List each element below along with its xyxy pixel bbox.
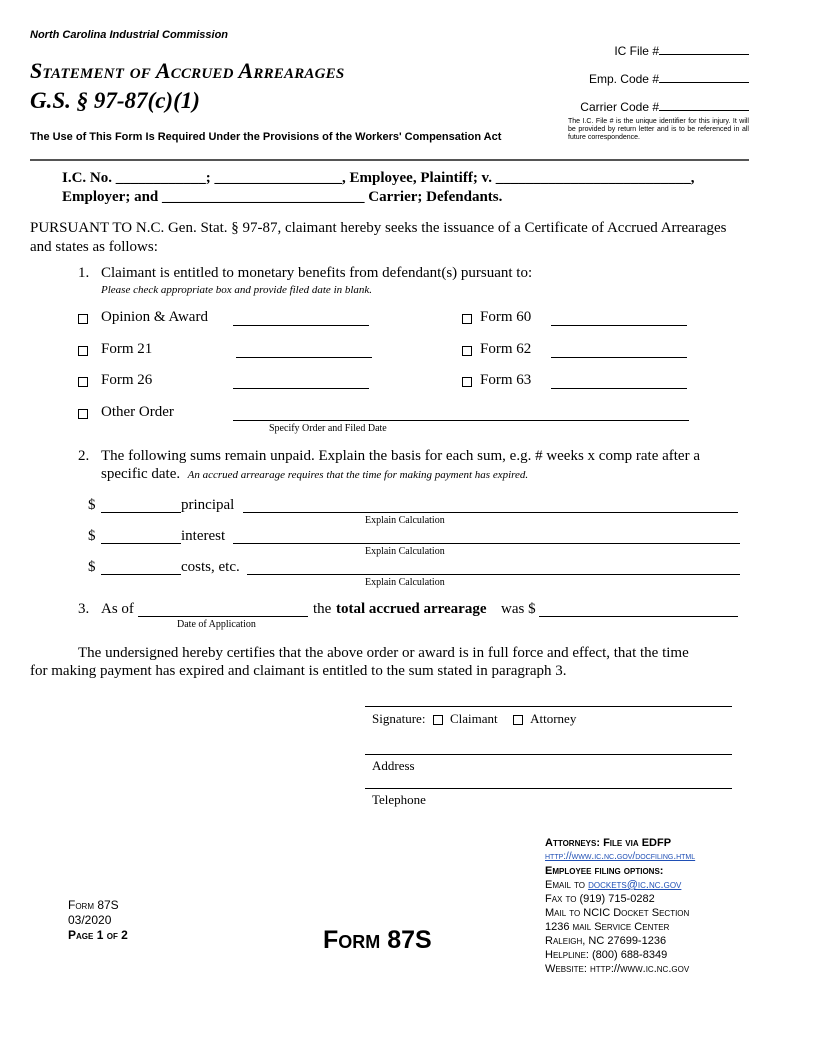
principal-label: principal: [181, 497, 235, 513]
costs-dollar: $: [88, 559, 96, 575]
signature-row: [372, 711, 576, 727]
case-caption-line2: Employer; and ___________________________ Carrier; Defendants.: [62, 189, 503, 205]
item2-text-line2: [101, 466, 528, 483]
website-row: Website: http://www.ic.nc.gov: [545, 963, 690, 975]
carrier-code-blank[interactable]: [659, 99, 749, 111]
form-title: Statement of Accrued Arrearages: [30, 58, 345, 83]
form63-date-line[interactable]: [551, 388, 687, 389]
costs-label: costs, etc.: [181, 559, 240, 575]
footer-revision-date: 03/2020: [68, 913, 112, 927]
emp-code-blank[interactable]: [659, 71, 749, 83]
form21-checkbox[interactable]: [78, 346, 88, 356]
mail-service-row: 1236 mail Service Center: [545, 921, 670, 933]
mail-row: Mail to NCIC Docket Section: [545, 907, 690, 919]
item2-text-line1: The following sums remain unpaid. Explain the basis for each sum, e.g. # weeks x comp rate after a: [101, 448, 700, 464]
principal-explain-caption: Explain Calculation: [365, 515, 445, 526]
form60-checkbox[interactable]: [462, 314, 472, 324]
claimant-label: Claimant: [449, 711, 498, 726]
item1-text: Claimant is entitled to monetary benefits from defendant(s) pursuant to:: [101, 265, 533, 281]
item3-total-label: total accrued arrearage: [336, 601, 487, 617]
item2-text-line2-main: specific date.: [101, 466, 181, 482]
interest-explain-caption: Explain Calculation: [365, 546, 445, 557]
fax-row: Fax to (919) 715-0282: [545, 893, 655, 905]
other-order-label: Other Order: [101, 404, 174, 420]
costs-explain-line[interactable]: [247, 574, 740, 575]
ic-file-blank[interactable]: [659, 43, 749, 55]
telephone-label: Telephone: [372, 792, 426, 807]
other-order-checkbox[interactable]: [78, 409, 88, 419]
ic-file-note: The I.C. File # is the unique identifier for this injury. It will be provided by return letter and is to be referenced in all future correspondence.: [568, 118, 749, 141]
address-label: Address: [372, 758, 415, 773]
item3-was: was $: [501, 601, 536, 617]
item3-number: 3.: [78, 601, 90, 617]
form63-checkbox[interactable]: [462, 377, 472, 387]
attorney-label: Attorney: [530, 711, 577, 726]
form62-date-line[interactable]: [551, 357, 687, 358]
form21-date-line[interactable]: [236, 357, 372, 358]
certification-line1: The undersigned hereby certifies that the above order or award is in full force and effect, that the time: [78, 645, 689, 661]
telephone-line[interactable]: [365, 788, 732, 789]
carrier-code-text: Carrier Code #: [580, 100, 659, 114]
page-prefix: Page: [68, 928, 94, 942]
case-caption-line1: I.C. No. ____________; _________________, Employee, Plaintiff; v. __________________________,: [62, 170, 695, 186]
address-line[interactable]: [365, 754, 732, 755]
claimant-checkbox[interactable]: [433, 715, 443, 725]
item3-as-of: As of: [101, 601, 134, 617]
principal-dollar: $: [88, 497, 96, 513]
date-of-application-line[interactable]: [138, 616, 308, 617]
form62-checkbox[interactable]: [462, 346, 472, 356]
emp-code-text: Emp. Code #: [588, 72, 659, 86]
opinion-award-checkbox[interactable]: [78, 314, 88, 324]
form-subtitle: The Use of This Form Is Required Under the Provisions of the Workers' Compensation Act: [30, 131, 502, 143]
statute-title: G.S. § 97-87(c)(1): [30, 88, 200, 113]
header-divider: [30, 159, 749, 161]
form26-label: Form 26: [101, 372, 153, 388]
other-order-line[interactable]: [233, 420, 689, 421]
docfiling-link[interactable]: http://www.ic.nc.gov/docfiling.html: [545, 851, 696, 862]
other-order-caption: Specify Order and Filed Date: [269, 423, 387, 434]
form26-checkbox[interactable]: [78, 377, 88, 387]
principal-explain-line[interactable]: [243, 512, 738, 513]
email-link[interactable]: dockets@ic.nc.gov: [588, 879, 682, 891]
item3-the: the: [313, 601, 332, 617]
page-total: 2: [121, 928, 128, 942]
date-of-application-caption: Date of Application: [177, 619, 256, 630]
attorneys-filing: Attorneys: File via EDFP: [545, 837, 672, 849]
opinion-award-date-line[interactable]: [233, 325, 369, 326]
interest-label: interest: [181, 528, 226, 544]
form21-label: Form 21: [101, 341, 153, 357]
interest-amount-line[interactable]: [101, 543, 181, 544]
item2-number: 2.: [78, 448, 90, 464]
email-row: [545, 878, 695, 892]
intro-paragraph: PURSUANT TO N.C. Gen. Stat. § 97-87, claimant hereby seeks the issuance of a Certificate of Accrued Arrearages and states as follows:: [30, 220, 727, 255]
ic-file-text: IC File #: [614, 44, 659, 58]
form60-date-line[interactable]: [551, 325, 687, 326]
footer-form-number: Form 87S: [68, 898, 119, 912]
carrier-code-label: [560, 99, 749, 114]
signature-label: Signature:: [372, 711, 426, 726]
agency-name: North Carolina Industrial Commission: [30, 29, 229, 41]
signature-line[interactable]: [365, 706, 732, 707]
ic-file-label: [560, 43, 749, 58]
total-amount-line[interactable]: [539, 616, 738, 617]
item1-number: 1.: [78, 265, 90, 281]
email-prefix: Email to: [545, 879, 586, 891]
opinion-award-label: Opinion & Award: [101, 309, 208, 325]
page-number: 1: [96, 928, 104, 942]
costs-explain-caption: Explain Calculation: [365, 577, 445, 588]
footer-form-title: Form 87S: [323, 926, 432, 954]
costs-amount-line[interactable]: [101, 574, 181, 575]
city-row: Raleigh, NC 27699-1236: [545, 935, 667, 947]
emp-code-label: [560, 71, 749, 86]
attorney-checkbox[interactable]: [513, 715, 523, 725]
form60-label: Form 60: [480, 309, 532, 325]
item1-instruction: Please check appropriate box and provide filed date in blank.: [101, 284, 373, 296]
helpline-row: Helpline: (800) 688-8349: [545, 949, 668, 961]
form62-label: Form 62: [480, 341, 532, 357]
principal-amount-line[interactable]: [101, 512, 181, 513]
footer-page: [68, 928, 128, 943]
certification-line2: for making payment has expired and claimant is entitled to the sum stated in paragraph 3.: [30, 663, 567, 679]
interest-explain-line[interactable]: [233, 543, 740, 544]
interest-dollar: $: [88, 528, 96, 544]
footer-left: [68, 898, 128, 943]
form63-label: Form 63: [480, 372, 532, 388]
filing-info: [545, 836, 695, 976]
page-of: of: [106, 928, 118, 942]
item2-note: An accrued arrearage requires that the time for making payment has expired.: [187, 469, 529, 481]
employee-options: Employee filing options:: [545, 865, 664, 877]
form26-date-line[interactable]: [233, 388, 369, 389]
